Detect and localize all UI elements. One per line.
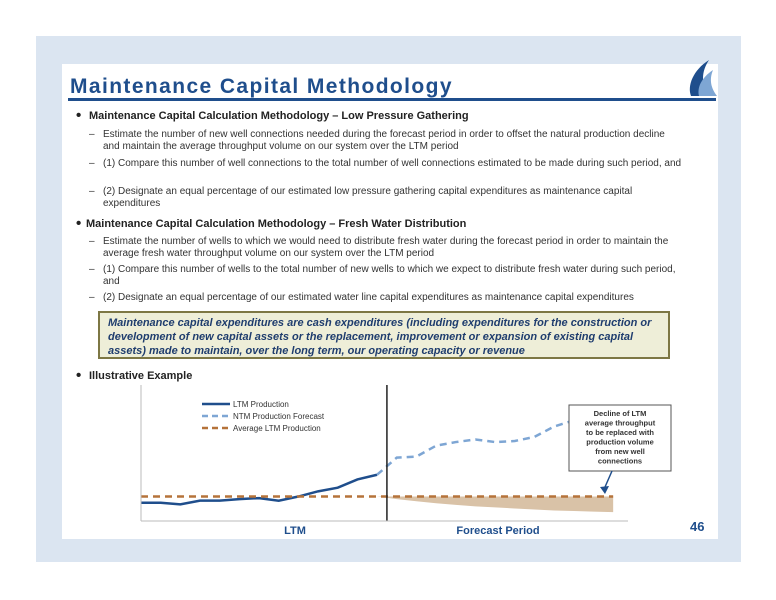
list-item: – (1) Compare this number of wells to the total number of new wells to which we expect to distribute fresh water during such period, and	[89, 264, 676, 287]
page-title: Maintenance Capital Methodology	[70, 75, 453, 98]
list-item: – Estimate the number of wells to which we would need to distribute fresh water during the forecast period in order to maintain the average fresh water throughput volume on our system over the LTM period	[89, 236, 669, 259]
legend-label-avg: Average LTM Production	[233, 424, 321, 433]
definition-callout: Maintenance capital expenditures are cash expenditures (including expenditures for the construction or development of new capital assets or the replacement, improvement or expansion of existing capital assets) made to maintain, over the long term, our operating capacity or revenue	[98, 311, 670, 359]
list-item: – Estimate the number of new well connections needed during the forecast period in order to offset the natural production decline and maintain the average throughput volume on our system over the LTM period	[89, 129, 665, 152]
annotation-arrowhead	[600, 486, 609, 494]
page-number: 46	[690, 519, 705, 534]
list-item: – (2) Designate an equal percentage of our estimated low pressure gathering capital expenditures as maintenance capital expenditures	[89, 186, 633, 209]
decline-area	[377, 497, 613, 513]
section-heading-fresh-water: • Maintenance Capital Calculation Methodology – Fresh Water Distribution	[76, 215, 467, 232]
legend-label-ltm: LTM Production	[233, 400, 289, 409]
annotation-pointer	[605, 471, 612, 487]
section-heading-low-pressure: • Maintenance Capital Calculation Methodology – Low Pressure Gathering	[76, 107, 469, 124]
annotation-text: Decline of LTM average throughput to be replaced with production volume from new well connections	[584, 409, 656, 466]
chart-legend	[202, 400, 325, 433]
x-label-ltm: LTM	[284, 525, 306, 537]
list-item: – (2) Designate an equal percentage of our estimated water line capital expenditures as maintenance capital expenditures	[89, 292, 634, 303]
legend-label-ntm: NTM Production Forecast	[233, 412, 325, 421]
list-item: – (1) Compare this number of well connections to the total number of well connections estimated to be made during such period, and	[89, 158, 682, 169]
annotation-callout	[569, 405, 671, 494]
x-label-forecast: Forecast Period	[456, 525, 540, 537]
series-line-ltm	[141, 475, 377, 505]
section-heading-illustrative: • Illustrative Example	[76, 367, 193, 384]
